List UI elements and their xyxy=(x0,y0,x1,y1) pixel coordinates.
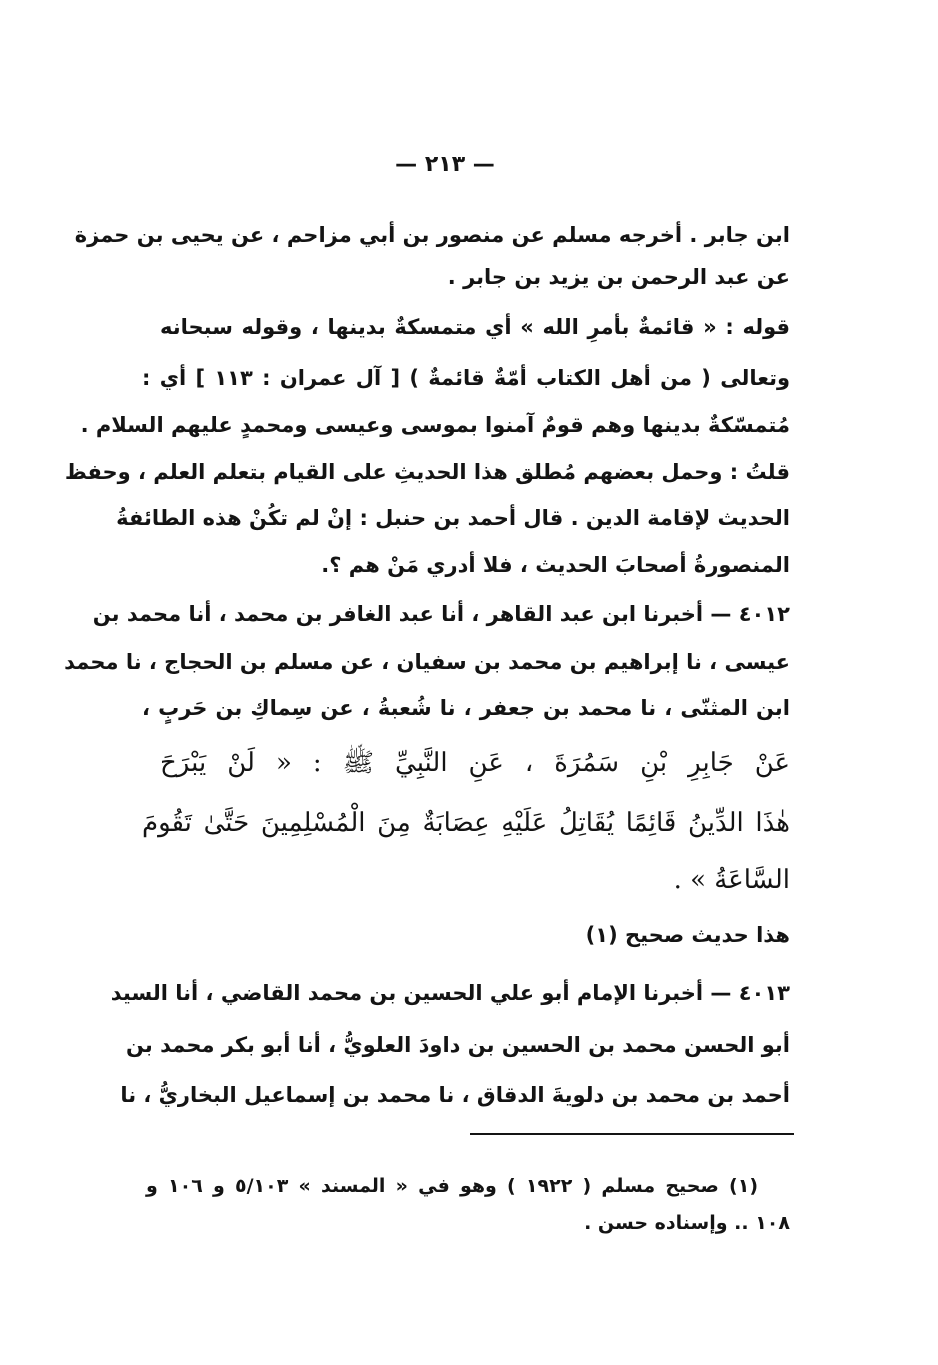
text-line: مُتمسّكةٌ بدينها وهم قومٌ آمنوا بموسى وعيسى ومحمدٍ عليهم السلام . xyxy=(80,413,790,437)
hadith-number-line: ٤٠١٢ — أخبرنا ابن عبد القاهر ، أنا عبد الغافر بن محمد ، أنا محمد بن xyxy=(92,602,790,626)
text-line: أحمد بن محمد بن دلويةَ الدقاق ، نا محمد بن إسماعيل البخاريُّ ، نا xyxy=(120,1083,790,1107)
footnote: ١٠٨ .. وإسناده حسن . xyxy=(584,1212,790,1234)
page-number: — ٢١٣ — xyxy=(395,152,495,177)
text-line: عيسى ، نا إبراهيم بن محمد بن سفيان ، عن مسلم بن الحجاج ، نا محمد xyxy=(64,650,790,674)
hadith-grade: هذا حديث صحيح (١) xyxy=(585,923,790,947)
text-line: المنصورةُ أصحابَ الحديث ، فلا أدري مَنْ هم ؟. xyxy=(321,553,790,577)
hadith-text-line: السَّاعَةُ » . xyxy=(673,865,790,895)
hadith-number-line: ٤٠١٣ — أخبرنا الإمام أبو علي الحسين بن محمد القاضي ، أنا السيد xyxy=(110,981,790,1005)
text-line: ابن جابر . أخرجه مسلم عن منصور بن أبي مزاحم ، عن يحيى بن حمزة xyxy=(74,223,790,247)
text-line: عن عبد الرحمن بن يزيد بن جابر . xyxy=(447,265,790,289)
text-line: قوله : « قائمةٌ بأمرِ الله » أي متمسكةٌ بدينها ، وقوله سبحانه xyxy=(160,315,790,339)
footnote-divider xyxy=(470,1133,794,1135)
hadith-text-line: هٰذَا الدِّينُ قَائِمًا يُقَاتِلُ عَلَيْهِ عِصَابَةٌ مِنَ الْمُسْلِمِينَ حَتَّىٰ تَقُومَ xyxy=(142,808,790,838)
text-line: قلتُ : وحمل بعضهم مُطلق هذا الحديثِ على القيام بتعلم العلم ، وحفظ xyxy=(64,460,790,484)
text-line: أبو الحسن محمد بن الحسين بن داودَ العلويُّ ، أنا أبو بكر محمد بن xyxy=(126,1033,790,1057)
footnote: (١) صحيح مسلم ( ١٩٢٢ ) وهو في « المسند » ٥/١٠٣ و ١٠٦ و xyxy=(146,1175,758,1197)
text-line: الحديث لإقامة الدين . قال أحمد بن حنبل : إنْ لم تكُنْ هذه الطائفةُ xyxy=(116,506,790,530)
text-line: ابن المثنّى ، نا محمد بن جعفر ، نا شُعبةُ ، عن سِماكِ بن حَربٍ ، xyxy=(142,696,790,720)
text-line: وتعالى ( من أهل الكتاب أمّةٌ قائمةٌ ) [ آل عمران : ١١٣ ] أي : xyxy=(142,366,791,390)
hadith-text-line: عَنْ جَابِرِ بْنِ سَمُرَةَ ، عَنِ النَّبِيِّ ﷺ : « لَنْ يَبْرَحَ xyxy=(160,748,790,778)
